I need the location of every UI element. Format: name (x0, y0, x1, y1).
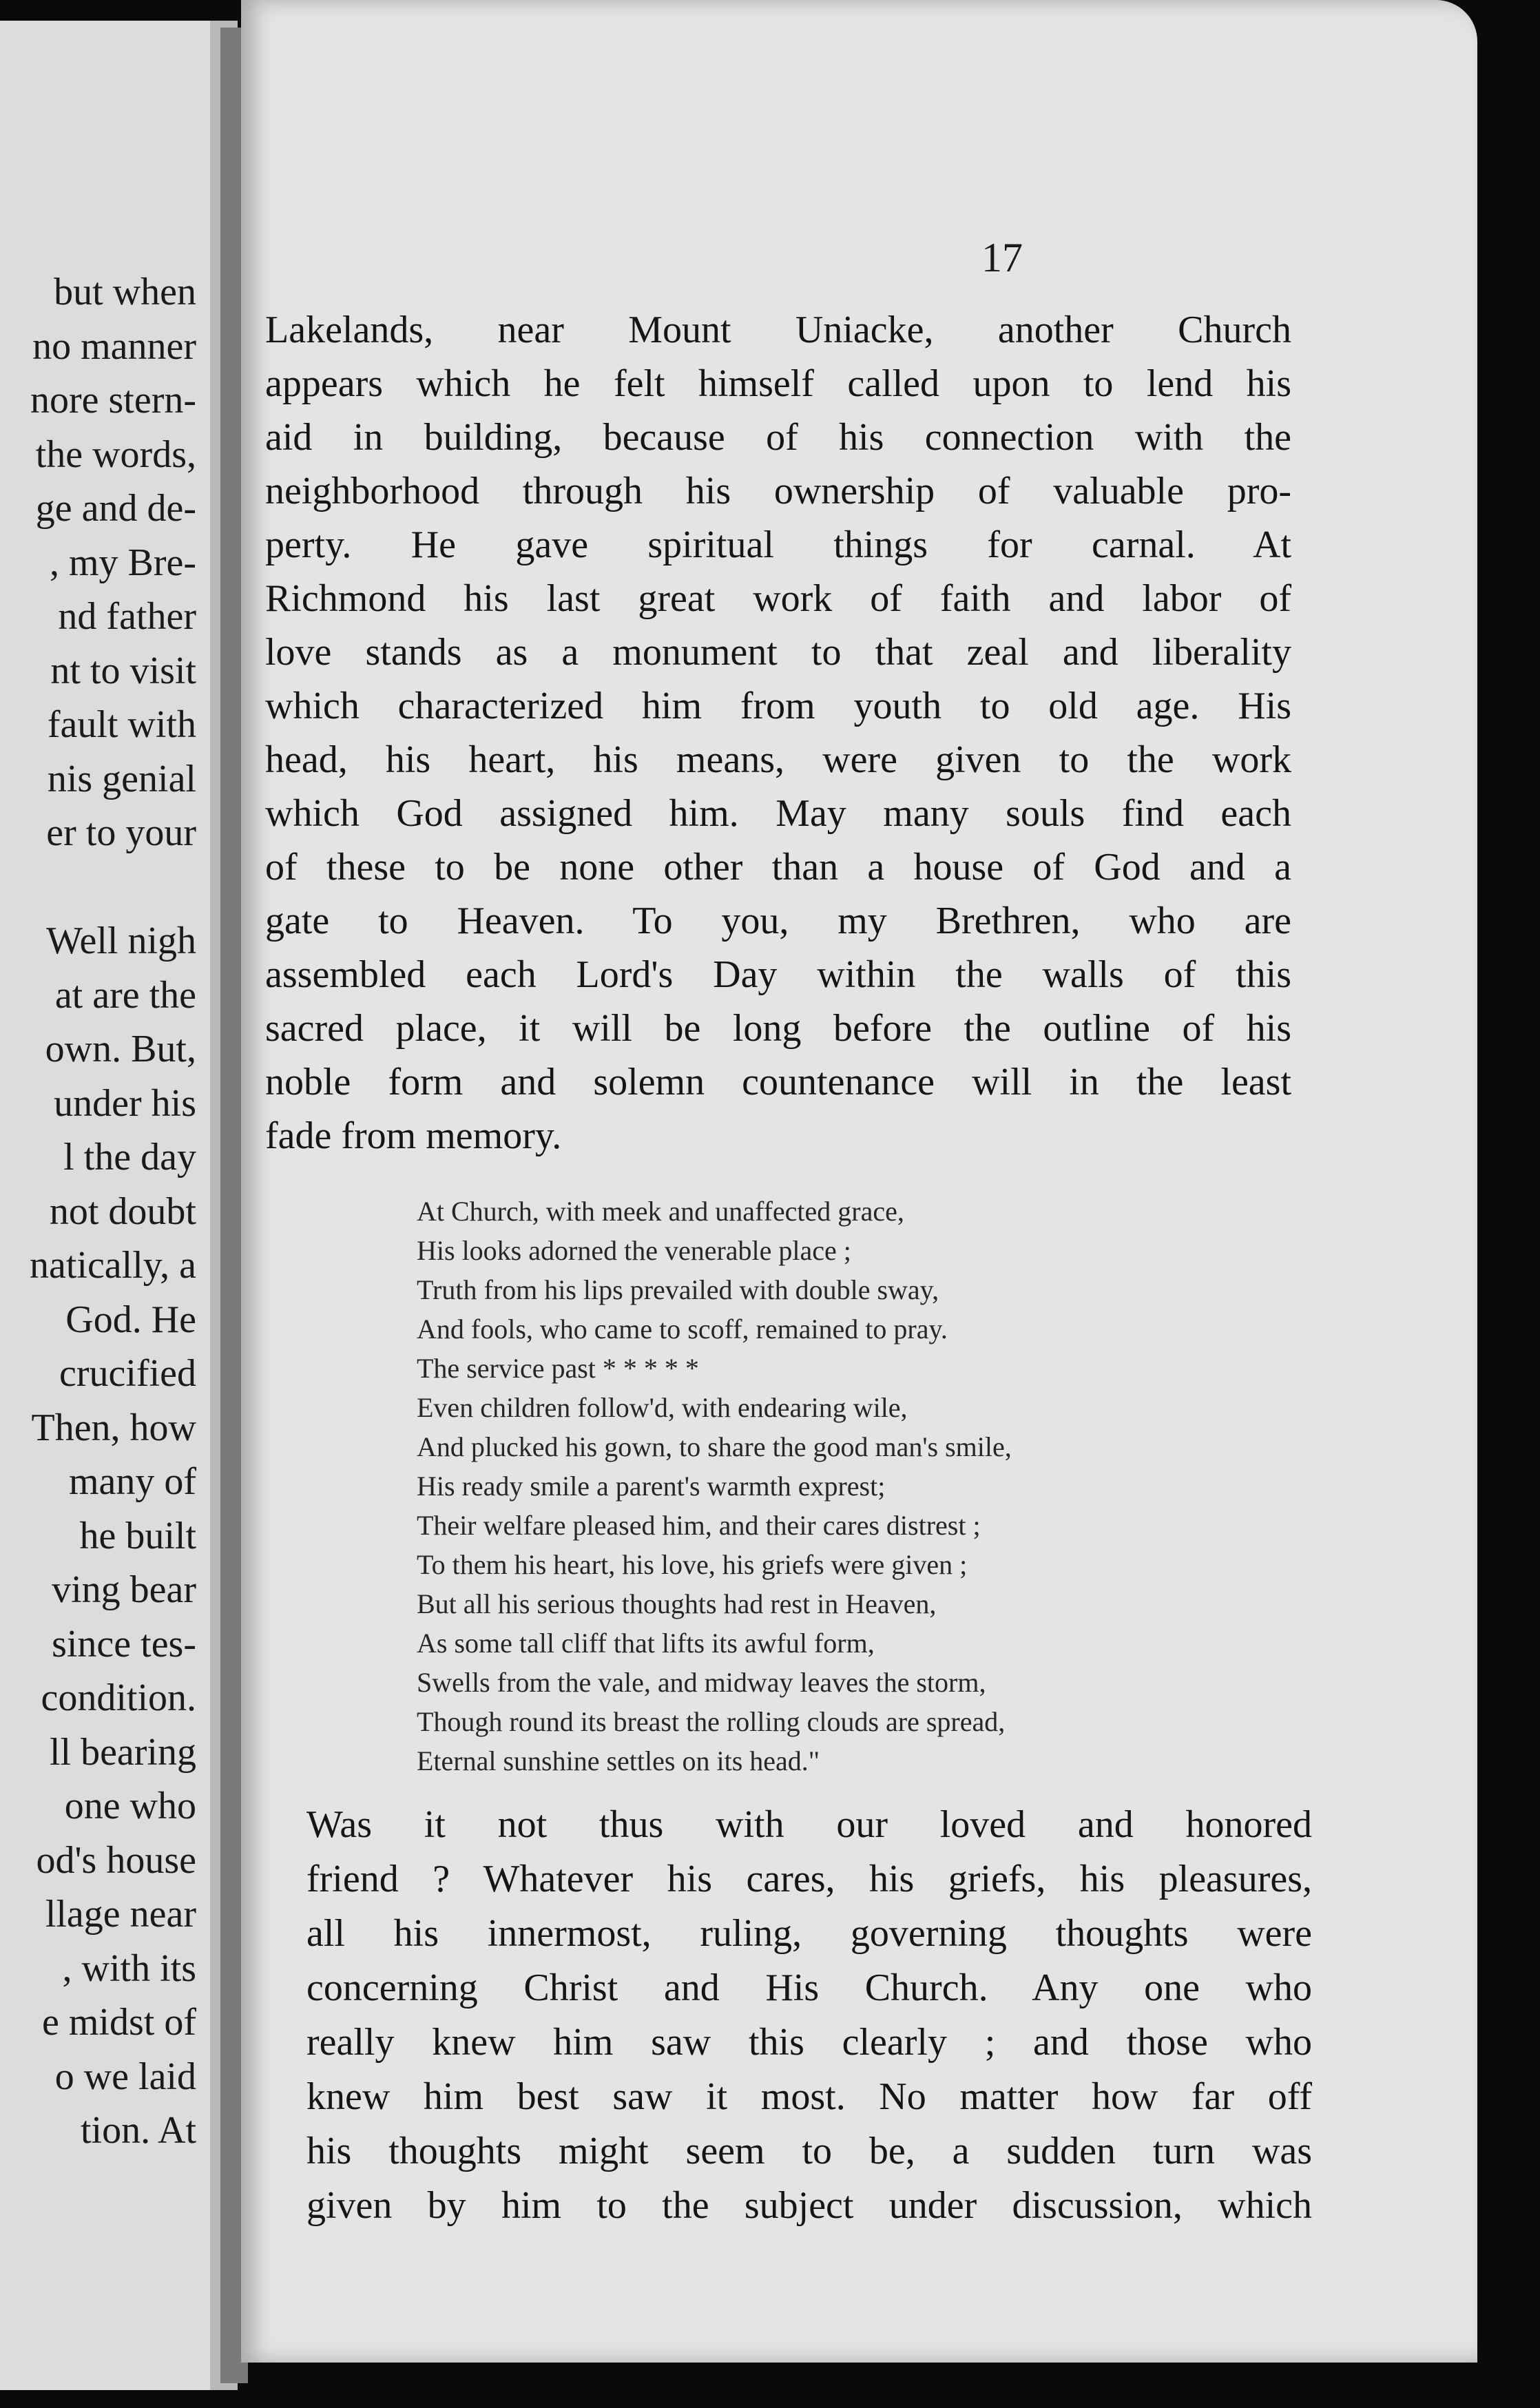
text-line: friend ? Whatever his cares, his griefs, his pleasures, (306, 1858, 1312, 1900)
paragraph-1 (265, 303, 1291, 1163)
poem-line: Their welfare pleased him, and their cares distrest ; (417, 1510, 981, 1541)
text-line: of these to be none other than a house of God and a (265, 846, 1291, 889)
facing-page-line: Well nigh (46, 920, 196, 962)
text-line: head, his heart, his means, were given to the work (265, 738, 1291, 781)
facing-page-line: many of (68, 1460, 196, 1503)
paragraph-2 (306, 1798, 1312, 2233)
text-line: assembled each Lord's Day within the walls of this (265, 953, 1291, 996)
facing-page-line (30, 860, 196, 915)
facing-page-line: , with its (62, 1947, 196, 1990)
facing-page-line: since tes- (52, 1622, 196, 1665)
facing-page-line: ge and de- (35, 487, 196, 530)
text-line: aid in building, because of his connection with the (265, 416, 1291, 459)
text-line: his thoughts might seem to be, a sudden turn was (306, 2130, 1312, 2172)
facing-page-line: nd father (58, 595, 196, 638)
facing-page-line: but when (54, 271, 196, 313)
poem-line: And fools, who came to scoff, remained to pray. (417, 1314, 948, 1345)
page-number: 17 (981, 235, 1023, 280)
facing-page-line: tion. At (80, 2109, 196, 2152)
poem-line: His ready smile a parent's warmth exprest; (417, 1471, 886, 1502)
facing-page-line: er to your (46, 811, 196, 854)
text-line: Richmond his last great work of faith and labor of (265, 577, 1291, 620)
text-line: Lakelands, near Mount Uniacke, another Church (265, 309, 1291, 351)
text-line: which God assigned him. May many souls find each (265, 792, 1291, 835)
facing-page-line: not doubt (49, 1190, 196, 1233)
facing-page-line: od's house (36, 1838, 196, 1882)
text-line: appears which he felt himself called upon to lend his (265, 362, 1291, 405)
facing-page-line: llage near (45, 1893, 196, 1935)
poem-line: Though round its breast the rolling clouds are spread, (417, 1706, 1006, 1737)
facing-page-line: , my Bre- (49, 541, 196, 584)
facing-page-line: Then, how (31, 1406, 196, 1449)
text-line: love stands as a monument to that zeal and liberality (265, 631, 1291, 674)
text-line: concerning Christ and His Church. Any one who (306, 1966, 1312, 2009)
facing-page-line: own. But, (45, 1028, 196, 1070)
poem-line: The service past * * * * * (417, 1353, 699, 1384)
text-line: really knew him saw this clearly ; and those who (306, 2021, 1312, 2064)
facing-page-line: l the day (63, 1136, 196, 1179)
text-line: neighborhood through his ownership of valuable pro- (265, 470, 1291, 512)
facing-page-line: God. He (65, 1298, 196, 1341)
facing-page-line: no manner (32, 324, 196, 368)
facing-page-line: fault with (47, 703, 196, 746)
facing-page-line: ving bear (52, 1568, 196, 1611)
facing-page-line: ll bearing (49, 1730, 196, 1774)
facing-page-line: under his (54, 1081, 196, 1125)
poem-quotation (417, 1192, 1112, 1781)
poem-line: But all his serious thoughts had rest in Heaven, (417, 1588, 937, 1619)
poem-line: To them his heart, his love, his griefs were given ; (417, 1549, 968, 1580)
text-line: gate to Heaven. To you, my Brethren, who are (265, 900, 1291, 942)
poem-line: And plucked his gown, to share the good man's smile, (417, 1431, 1012, 1462)
poem-line: His looks adorned the venerable place ; (417, 1235, 851, 1266)
poem-line: Eternal sunshine settles on its head." (417, 1745, 820, 1776)
text-line: Was it not thus with our loved and honored (306, 1803, 1312, 1846)
facing-page-line: o we laid (54, 2055, 196, 2098)
text-line: which characterized him from youth to old age. His (265, 685, 1291, 727)
poem-line: Even children follow'd, with endearing wile, (417, 1392, 908, 1423)
text-line: perty. He gave spiritual things for carnal. At (265, 523, 1291, 566)
facing-page-line: crucified (59, 1352, 196, 1395)
text-line: fade from memory. (265, 1114, 562, 1157)
facing-page-line: he built (79, 1514, 196, 1557)
text-line: sacred place, it will be long before the outline of his (265, 1007, 1291, 1050)
facing-page-line: natically, a (29, 1244, 196, 1287)
facing-page-line: e midst of (42, 2001, 196, 2044)
text-line: given by him to the subject under discussion, which (306, 2184, 1312, 2227)
facing-page (0, 21, 238, 2390)
facing-page-text (30, 265, 196, 2158)
facing-page-line: one who (64, 1785, 196, 1827)
poem-line: At Church, with meek and unaffected grace, (417, 1196, 904, 1227)
facing-page-line: nore stern- (30, 379, 196, 422)
facing-page-line: the words, (35, 433, 196, 476)
poem-line: Truth from his lips prevailed with double sway, (417, 1274, 939, 1305)
facing-page-line: nt to visit (50, 649, 196, 692)
poem-line: As some tall cliff that lifts its awful form, (417, 1628, 875, 1659)
text-line: knew him best saw it most. No matter how far off (306, 2075, 1312, 2118)
facing-page-line: condition. (41, 1677, 196, 1719)
poem-line: Swells from the vale, and midway leaves the storm, (417, 1667, 986, 1698)
text-line: noble form and solemn countenance will in the least (265, 1061, 1291, 1103)
facing-page-line: nis genial (47, 757, 196, 800)
facing-page-line: at are the (54, 973, 196, 1017)
text-line: all his innermost, ruling, governing thoughts were (306, 1912, 1312, 1955)
